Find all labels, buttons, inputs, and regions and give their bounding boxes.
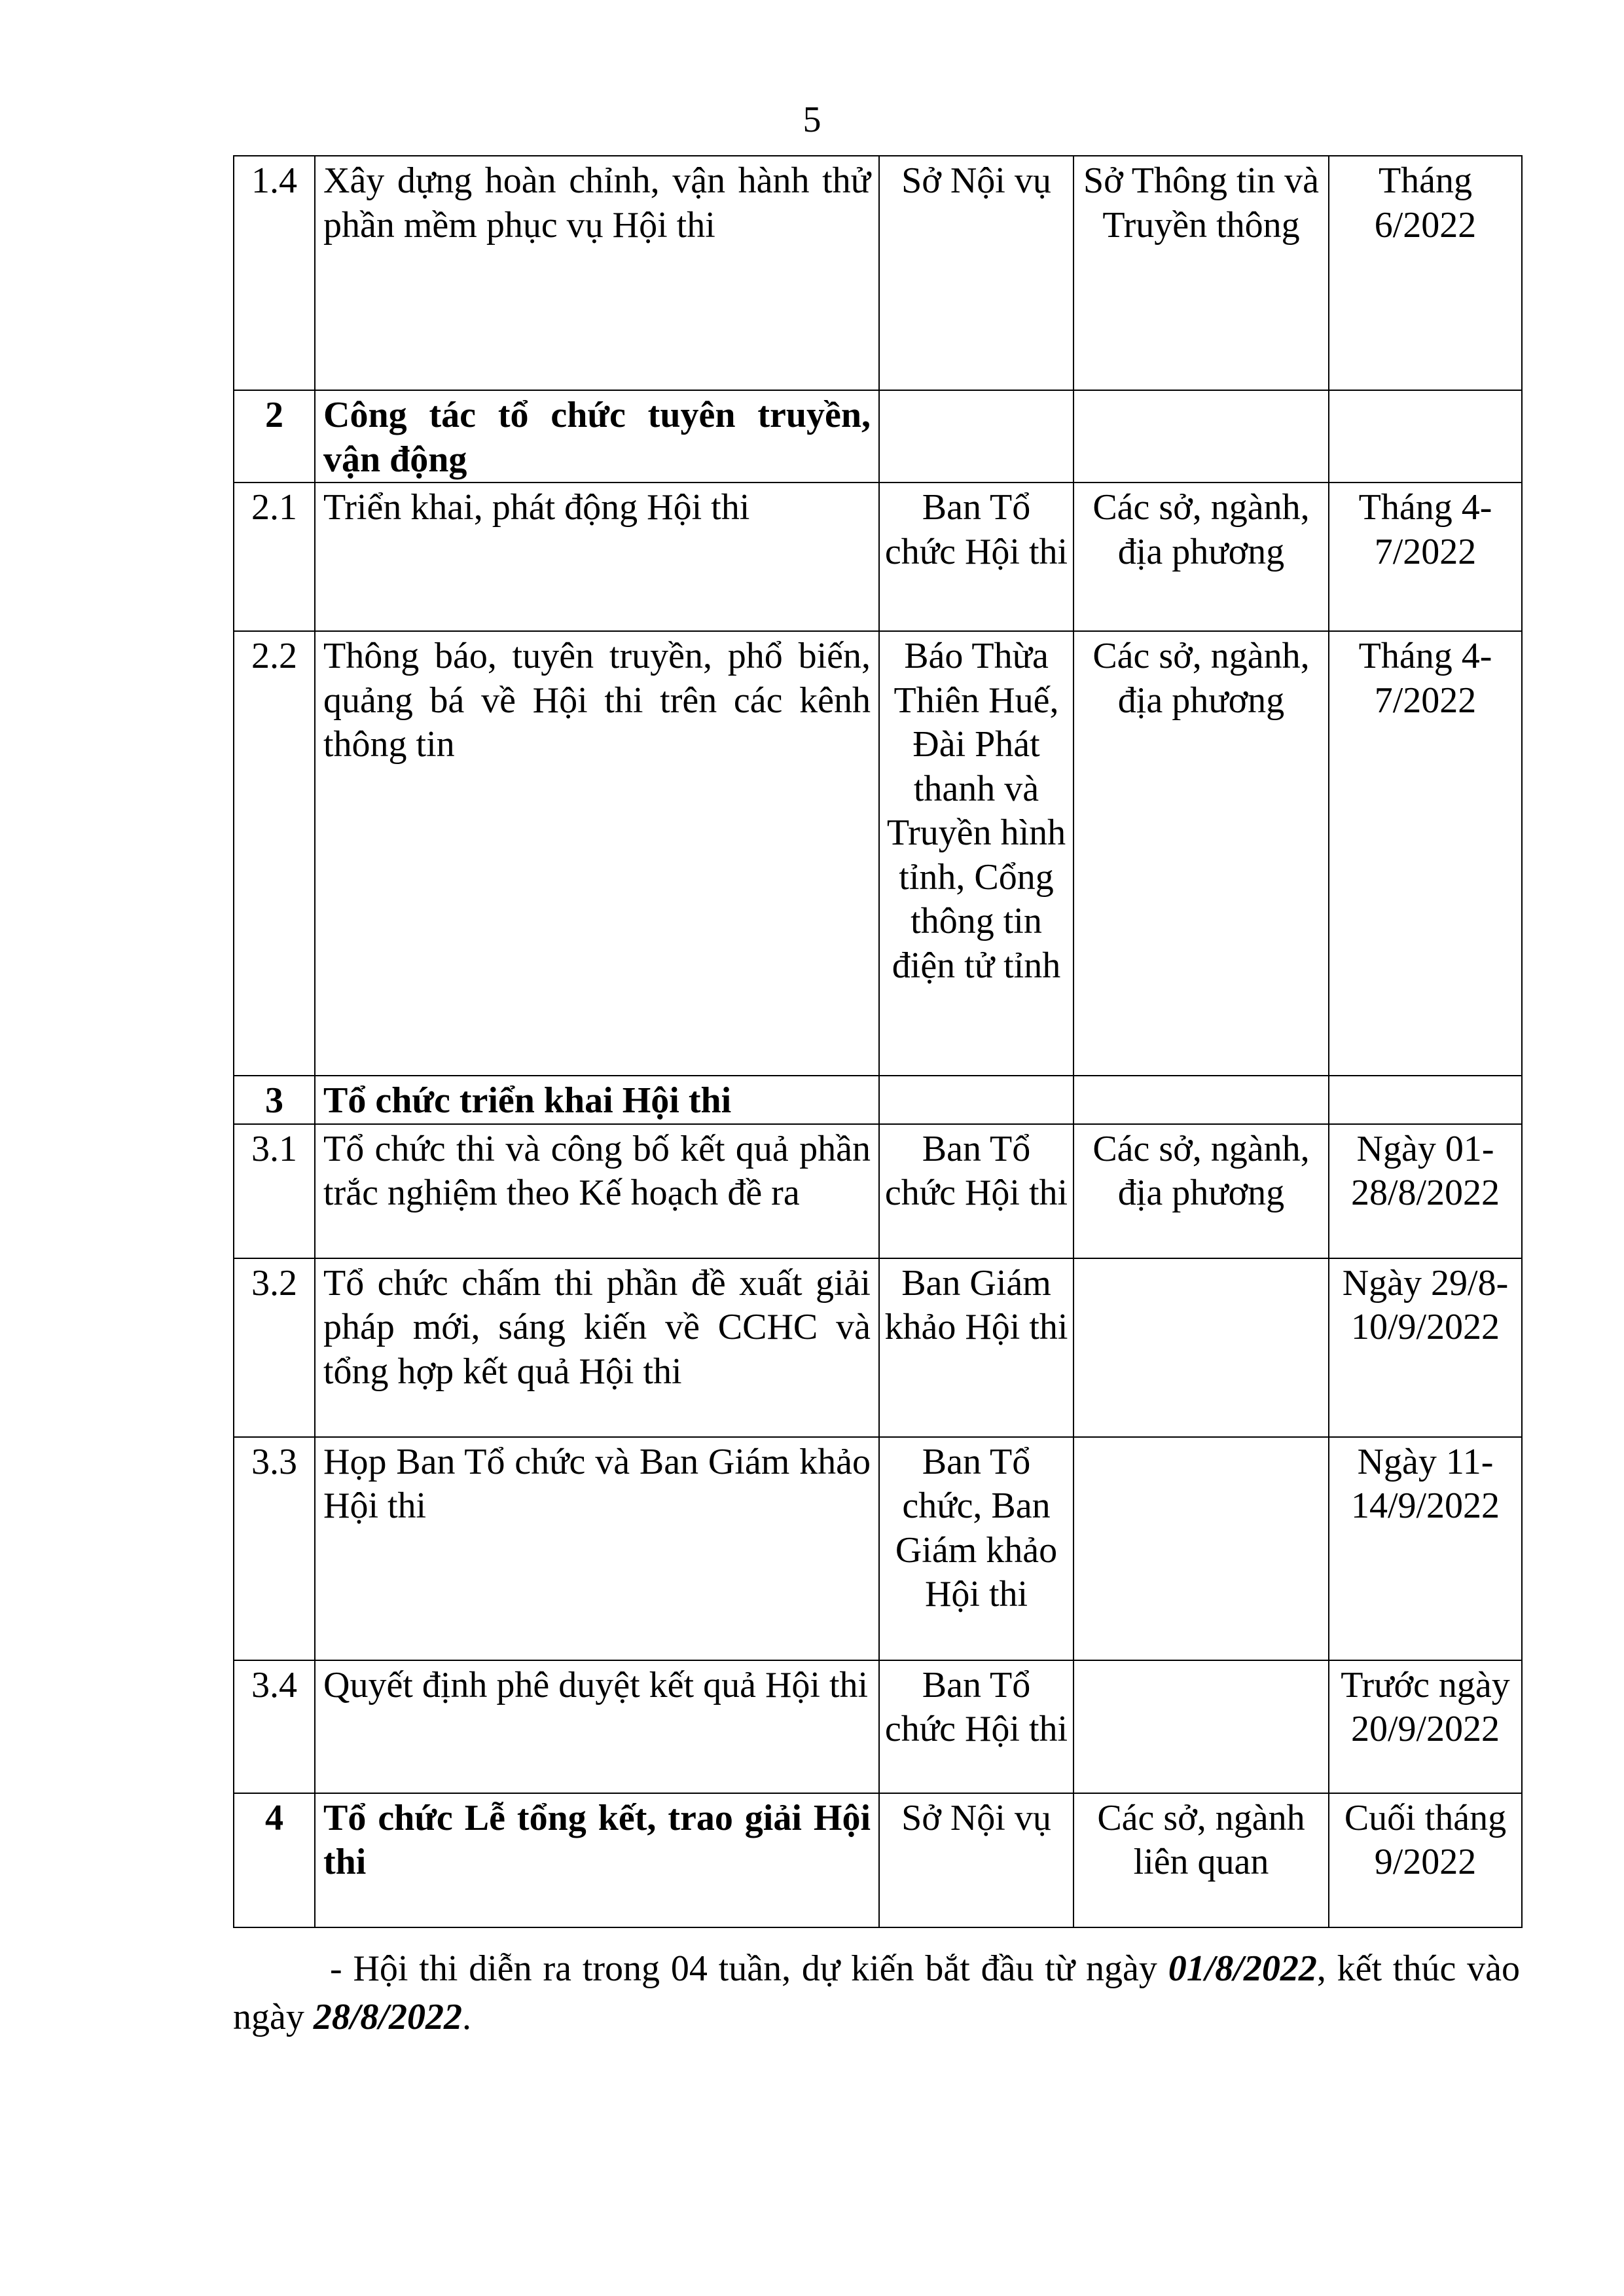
table-row [234,483,1522,631]
time-cell [1329,1076,1522,1124]
table-row [234,390,1522,483]
row-number: 3.3 [234,1437,315,1660]
coop-unit-cell: Các sở, ngành, địa phương [1074,631,1329,1076]
lead-unit-cell [879,390,1074,483]
start-date: 01/8/2022 [1168,1948,1317,1989]
task-cell: Tổ chức Lễ tổng kết, trao giải Hội thi [315,1793,879,1927]
coop-unit-cell: Sở Thông tin và Truyền thông [1074,156,1329,390]
schedule-table [233,155,1523,1928]
coop-unit-cell [1074,1660,1329,1793]
row-number: 3.2 [234,1258,315,1437]
coop-unit-cell [1074,1076,1329,1124]
note-paragraph [233,1944,1520,2041]
row-number: 1.4 [234,156,315,390]
time-cell: Tháng 4-7/2022 [1329,483,1522,631]
table-row [234,1124,1522,1258]
time-cell: Trước ngày 20/9/2022 [1329,1660,1522,1793]
coop-unit-cell: Các sở, ngành, địa phương [1074,1124,1329,1258]
time-cell [1329,390,1522,483]
task-cell: Công tác tổ chức tuyên truyền, vận động [315,390,879,483]
coop-unit-cell [1074,390,1329,483]
table-row [234,156,1522,390]
table-row [234,1793,1522,1927]
note-text: - Hội thi diễn ra trong 04 tuần, dự kiến bắt đầu từ ngày [330,1948,1168,1989]
lead-unit-cell: Sở Nội vụ [879,1793,1074,1927]
coop-unit-cell: Các sở, ngành liên quan [1074,1793,1329,1927]
time-cell: Ngày 01-28/8/2022 [1329,1124,1522,1258]
row-number: 2.2 [234,631,315,1076]
table-row [234,1437,1522,1660]
coop-unit-cell [1074,1437,1329,1660]
lead-unit-cell: Ban Giám khảo Hội thi [879,1258,1074,1437]
task-cell: Họp Ban Tổ chức và Ban Giám khảo Hội thi [315,1437,879,1660]
table-row [234,1258,1522,1437]
note-text: , kết thúc vào ngày [233,1948,1520,2037]
row-number: 2.1 [234,483,315,631]
row-number: 3 [234,1076,315,1124]
table-row [234,1660,1522,1793]
lead-unit-cell [879,1076,1074,1124]
table-row [234,631,1522,1076]
task-cell: Tổ chức chấm thi phần đề xuất giải pháp mới, sáng kiến về CCHC và tổng hợp kết quả Hội thi [315,1258,879,1437]
lead-unit-cell: Ban Tổ chức Hội thi [879,483,1074,631]
time-cell: Tháng 6/2022 [1329,156,1522,390]
task-cell: Tổ chức thi và công bố kết quả phần trắc nghiệm theo Kế hoạch đề ra [315,1124,879,1258]
task-cell: Triển khai, phát động Hội thi [315,483,879,631]
lead-unit-cell: Báo Thừa Thiên Huế, Đài Phát thanh và Truyền hình tỉnh, Cổng thông tin điện tử tỉnh [879,631,1074,1076]
task-cell: Tổ chức triển khai Hội thi [315,1076,879,1124]
row-number: 4 [234,1793,315,1927]
lead-unit-cell: Ban Tổ chức Hội thi [879,1124,1074,1258]
task-cell: Xây dựng hoàn chỉnh, vận hành thử phần mềm phục vụ Hội thi [315,156,879,390]
page-number: 5 [803,100,821,140]
coop-unit-cell [1074,1258,1329,1437]
task-cell: Thông báo, tuyên truyền, phổ biến, quảng bá về Hội thi trên các kênh thông tin [315,631,879,1076]
end-date: 28/8/2022 [313,1997,462,2037]
lead-unit-cell: Sở Nội vụ [879,156,1074,390]
time-cell: Ngày 29/8-10/9/2022 [1329,1258,1522,1437]
time-cell: Tháng 4-7/2022 [1329,631,1522,1076]
lead-unit-cell: Ban Tổ chức, Ban Giám khảo Hội thi [879,1437,1074,1660]
row-number: 2 [234,390,315,483]
note-text: . [461,1997,471,2037]
row-number: 3.4 [234,1660,315,1793]
row-number: 3.1 [234,1124,315,1258]
table-row [234,1076,1522,1124]
lead-unit-cell: Ban Tổ chức Hội thi [879,1660,1074,1793]
coop-unit-cell: Các sở, ngành, địa phương [1074,483,1329,631]
task-cell: Quyết định phê duyệt kết quả Hội thi [315,1660,879,1793]
time-cell: Cuối tháng 9/2022 [1329,1793,1522,1927]
time-cell: Ngày 11-14/9/2022 [1329,1437,1522,1660]
